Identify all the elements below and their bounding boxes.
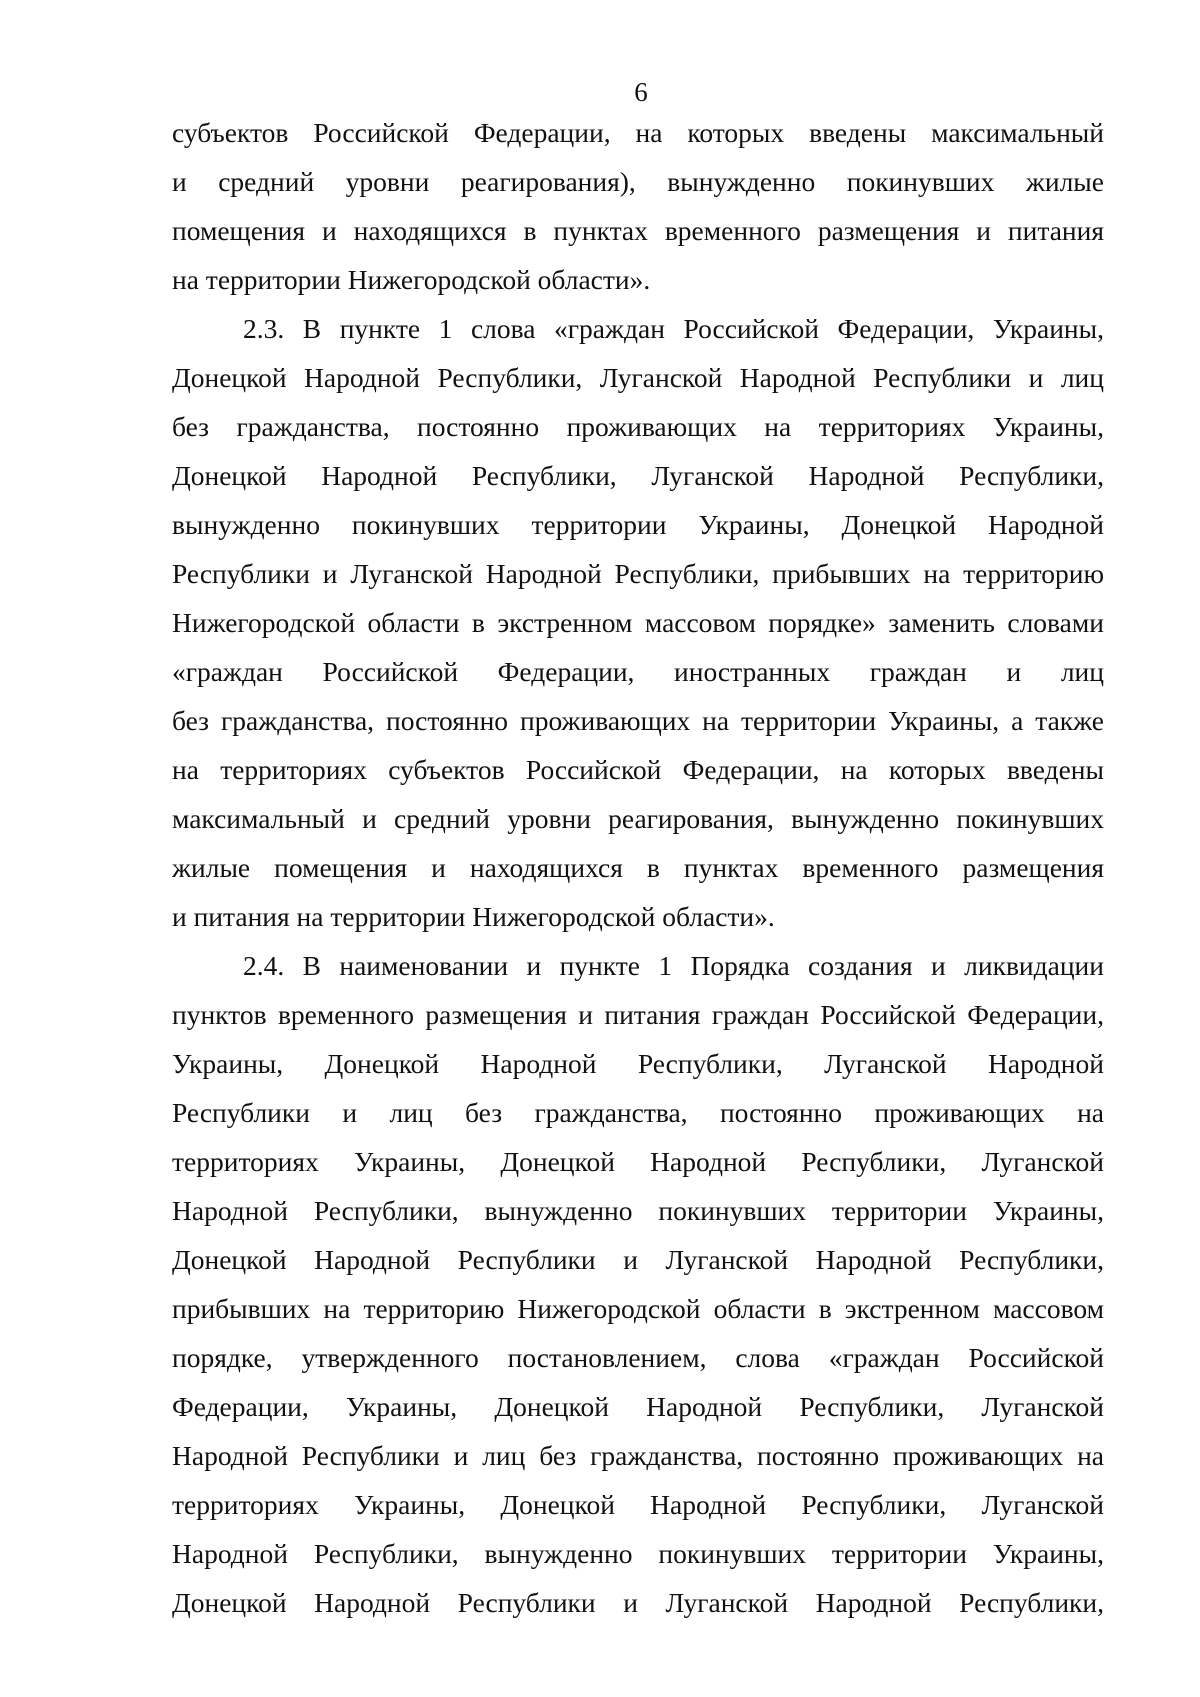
paragraph-2-4	[172, 941, 1104, 1627]
document-body	[172, 108, 1104, 1627]
text-line: помещения и находящихся в пунктах временного размещения и питания	[172, 215, 1104, 246]
text-line: прибывших на территорию Нижегородской области в экстренном массовом	[172, 1293, 1104, 1324]
text-line: без гражданства, постоянно проживающих на территории Украины, а также	[172, 705, 1104, 736]
text-line: территориях Украины, Донецкой Народной Республики, Луганской	[172, 1489, 1104, 1520]
paragraph-continuation	[172, 108, 1104, 304]
text-line: и средний уровни реагирования), вынужденно покинувших жилые	[172, 166, 1104, 197]
text-line: Республики и лиц без гражданства, постоянно проживающих на	[172, 1097, 1104, 1128]
text-line: «граждан Российской Федерации, иностранных граждан и лиц	[172, 656, 1104, 687]
paragraph-2-3	[172, 304, 1104, 941]
text-line: 2.3. В пункте 1 слова «граждан Российской Федерации, Украины,	[243, 313, 1104, 344]
text-line: субъектов Российской Федерации, на которых введены максимальный	[172, 117, 1104, 148]
text-line: на территории Нижегородской области».	[172, 264, 651, 295]
text-line: Донецкой Народной Республики и Луганской Народной Республики,	[172, 1587, 1104, 1618]
text-line: порядке, утвержденного постановлением, слова «граждан Российской	[172, 1342, 1104, 1373]
text-line: максимальный и средний уровни реагирования, вынужденно покинувших	[172, 803, 1104, 834]
text-line: и питания на территории Нижегородской области».	[172, 901, 775, 932]
text-line: Народной Республики, вынужденно покинувших территории Украины,	[172, 1538, 1104, 1569]
text-line: вынужденно покинувших территории Украины, Донецкой Народной	[172, 509, 1104, 540]
page-number: 6	[634, 77, 648, 107]
text-line: на территориях субъектов Российской Федерации, на которых введены	[172, 754, 1104, 785]
text-line: жилые помещения и находящихся в пунктах временного размещения	[172, 852, 1104, 883]
text-line: Федерации, Украины, Донецкой Народной Республики, Луганской	[172, 1391, 1104, 1422]
text-line: Народной Республики и лиц без гражданства, постоянно проживающих на	[172, 1440, 1104, 1471]
text-line: Нижегородской области в экстренном массовом порядке» заменить словами	[172, 607, 1104, 638]
text-line: Донецкой Народной Республики, Луганской Народной Республики и лиц	[172, 362, 1104, 393]
text-line: Донецкой Народной Республики и Луганской Народной Республики,	[172, 1244, 1104, 1275]
text-line: Республики и Луганской Народной Республики, прибывших на территорию	[172, 558, 1104, 589]
text-line: без гражданства, постоянно проживающих на территориях Украины,	[172, 411, 1104, 442]
text-line: пунктов временного размещения и питания граждан Российской Федерации,	[172, 999, 1104, 1030]
text-line: Народной Республики, вынужденно покинувших территории Украины,	[172, 1195, 1104, 1226]
text-line: Донецкой Народной Республики, Луганской Народной Республики,	[172, 460, 1104, 491]
text-line: 2.4. В наименовании и пункте 1 Порядка создания и ликвидации	[243, 950, 1104, 981]
text-line: территориях Украины, Донецкой Народной Республики, Луганской	[172, 1146, 1104, 1177]
text-line: Украины, Донецкой Народной Республики, Луганской Народной	[172, 1048, 1104, 1079]
